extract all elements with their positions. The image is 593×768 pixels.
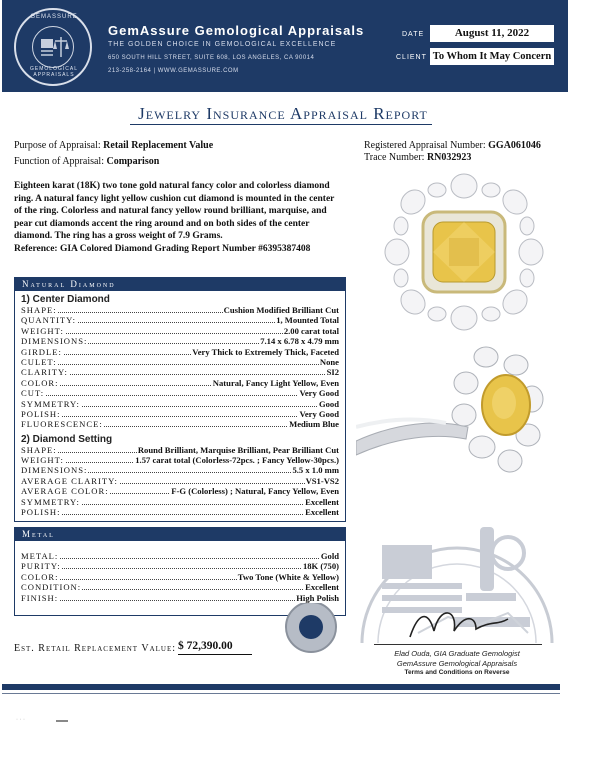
spec-key: DIMENSIONS: xyxy=(21,336,88,347)
company-address: 650 SOUTH HILL STREET, SUITE 608, LOS ANGELES, CA 90014 xyxy=(108,55,315,61)
footer-band xyxy=(2,684,560,690)
function-line xyxy=(14,156,159,167)
spec-key: COLOR: xyxy=(21,377,59,388)
spec-row xyxy=(15,419,345,429)
spec-row xyxy=(15,347,345,357)
scan-tick xyxy=(56,720,68,722)
spec-row xyxy=(15,455,345,465)
spec-value: Excellent xyxy=(305,507,339,518)
client-label: CLIENT xyxy=(396,54,427,61)
scan-mark: · · · xyxy=(16,717,25,723)
leader-dots xyxy=(21,558,339,559)
watermark-seal-graphic xyxy=(358,513,556,643)
appraiser-company: GemAssure Gemological Appraisals xyxy=(396,659,518,668)
letterhead-banner xyxy=(2,0,568,92)
trace-label: Trace Number: xyxy=(364,152,425,163)
metal-heading: Metal xyxy=(15,528,345,541)
spec-key: CULET: xyxy=(21,356,57,367)
appraiser-name: Elad Ouda, GIA Graduate Gemologist xyxy=(394,649,520,658)
spec-value: Very Good xyxy=(299,408,339,419)
small-seal-center xyxy=(299,615,323,639)
spec-key: WEIGHT: xyxy=(21,455,64,466)
spec-row xyxy=(15,326,345,336)
spec-value: Round Brilliant, Marquise Brilliant, Pear Brilliant Cut xyxy=(137,444,339,455)
spec-key: DIMENSIONS: xyxy=(21,465,88,476)
spec-key: FINISH: xyxy=(21,592,59,603)
spec-row xyxy=(15,561,345,571)
spec-value: Very Thick to Extremely Thick, Faceted xyxy=(192,346,339,357)
spec-key: POLISH: xyxy=(21,408,61,419)
estimate-label: Est. Retail Replacement Value: xyxy=(14,643,177,654)
description-text: Eighteen karat (18K) two tone gold natural fancy color and colorless diamond ring. A natural fancy light yellow cushion cut diamond is mounted in the center of the ring. Colorless and natural fancy yellow round brilliant, marquise, and pear cut diamonds accent the ring around and on both sides of the center diamond. The ring has a gross weight of 7.9 Grams. xyxy=(14,181,335,241)
spec-value: SI2 xyxy=(326,367,339,378)
seal-emblem xyxy=(32,26,74,68)
company-contact: 213-258-2164 | WWW.GEMASSURE.COM xyxy=(108,68,239,74)
spec-row xyxy=(15,551,345,561)
metal-rows xyxy=(15,551,345,603)
company-tagline: THE GOLDEN CHOICE IN GEMOLOGICAL EXCELLENCE xyxy=(108,41,337,48)
date-value: August 11, 2022 xyxy=(430,25,554,42)
purpose-label: Purpose of Appraisal: xyxy=(14,140,101,151)
spec-key: AVERAGE CLARITY: xyxy=(21,475,118,486)
spec-row xyxy=(15,465,345,475)
spec-value: 5.5 x 1.0 mm xyxy=(292,465,339,476)
natural-diamond-heading: Natural Diamond xyxy=(15,278,345,291)
leader-dots xyxy=(21,514,339,515)
spec-row xyxy=(15,388,345,398)
client-value: To Whom It May Concern xyxy=(430,48,554,65)
spec-value: Very Good xyxy=(299,388,339,399)
spec-row xyxy=(15,305,345,315)
title-divider xyxy=(130,124,432,125)
metal-table xyxy=(14,527,346,616)
spec-key: METAL: xyxy=(21,551,59,561)
spec-key: POLISH: xyxy=(21,507,61,518)
leader-dots xyxy=(21,395,339,396)
spec-row xyxy=(15,336,345,346)
spec-value: VS1-VS2 xyxy=(305,475,339,486)
spec-value: Good xyxy=(318,398,339,409)
spec-row xyxy=(15,357,345,367)
flag-scale-icon xyxy=(33,27,75,69)
spec-row xyxy=(15,572,345,582)
spec-key: QUANTITY: xyxy=(21,315,76,326)
registered-value: GGA061046 xyxy=(488,140,541,151)
diamond-setting-heading: 2) Diamond Setting xyxy=(21,433,113,445)
spec-value: Natural, Fancy Light Yellow, Even xyxy=(212,377,339,388)
function-label: Function of Appraisal: xyxy=(14,156,104,167)
spec-key: FLUORESCENCE: xyxy=(21,419,103,430)
natural-diamond-table xyxy=(14,277,346,522)
spec-value: Medium Blue xyxy=(289,419,339,430)
spec-row xyxy=(15,315,345,325)
spec-value: 1, Mounted Total xyxy=(276,315,339,326)
spec-value: 18K (750) xyxy=(302,561,339,572)
seal-text-bottom: GEMOLOGICAL APPRAISALS xyxy=(30,66,78,78)
seal-text-top: GEMASSURE xyxy=(30,14,78,20)
ring-side-view-photo xyxy=(356,343,554,483)
spec-value: Gold xyxy=(320,551,339,561)
ring-top-view-photo xyxy=(383,172,545,332)
function-value: Comparison xyxy=(106,156,160,167)
report-title: Jewelry Insurance Appraisal Report xyxy=(138,104,428,123)
spec-row xyxy=(15,476,345,486)
spec-key: SYMMETRY: xyxy=(21,496,80,507)
spec-value: 2.00 carat total xyxy=(283,325,339,336)
spec-row xyxy=(15,497,345,507)
spec-row xyxy=(15,367,345,377)
registered-line xyxy=(364,140,541,151)
gemassure-small-seal xyxy=(285,601,337,653)
registered-label: Registered Appraisal Number: xyxy=(364,140,486,151)
spec-value: None xyxy=(319,356,339,367)
estimate-value: $ 72,390.00 xyxy=(178,640,252,655)
diamond-setting-rows xyxy=(15,445,345,518)
spec-row xyxy=(15,399,345,409)
spec-key: CUT: xyxy=(21,388,45,399)
leader-dots xyxy=(21,568,339,569)
spec-key: COLOR: xyxy=(21,571,59,582)
spec-value: F-G (Colorless) ; Natural, Fancy Yellow, Even xyxy=(171,486,339,497)
spec-key: CONDITION: xyxy=(21,582,82,593)
spec-value: Cushion Modified Brilliant Cut xyxy=(223,305,339,315)
company-seal-logo xyxy=(14,8,92,86)
item-description xyxy=(14,180,344,255)
leader-dots xyxy=(21,364,339,365)
trace-line xyxy=(364,152,471,163)
spec-value: High Polish xyxy=(296,592,339,603)
spec-value: 7.14 x 6.78 x 4.79 mm xyxy=(260,336,339,347)
spec-key: AVERAGE COLOR: xyxy=(21,486,109,497)
signature-line xyxy=(374,644,542,645)
center-diamond-rows xyxy=(15,305,345,430)
spec-row xyxy=(15,593,345,603)
spec-key: CLARITY: xyxy=(21,367,68,378)
trace-value: RN032923 xyxy=(426,152,472,163)
purpose-value: Retail Replacement Value xyxy=(103,140,214,151)
spec-value: 1.57 carat total (Colorless-72pcs. ; Fancy Yellow-30pcs.) xyxy=(135,455,339,466)
spec-key: SYMMETRY: xyxy=(21,398,80,409)
footer-rule xyxy=(2,693,560,694)
spec-row xyxy=(15,409,345,419)
spec-value: Two Tone (White & Yellow) xyxy=(237,571,339,582)
spec-row xyxy=(15,445,345,455)
spec-row xyxy=(15,486,345,496)
spec-key: GIRDLE: xyxy=(21,346,62,357)
terms-note: Terms and Conditions on Reverse xyxy=(404,669,510,676)
spec-row xyxy=(15,507,345,517)
spec-key: PURITY: xyxy=(21,561,61,572)
spec-value: Excellent xyxy=(305,582,339,593)
metal-spacer xyxy=(15,541,345,551)
date-label: DATE xyxy=(402,31,425,38)
company-name: GemAssure Gemological Appraisals xyxy=(108,23,365,38)
reference-text: Reference: GIA Colored Diamond Grading Report Number #6395387408 xyxy=(14,243,311,254)
spec-row xyxy=(15,378,345,388)
leader-dots xyxy=(21,416,339,417)
spec-key: SHAPE: xyxy=(21,444,57,455)
spec-key: WEIGHT: xyxy=(21,325,64,336)
leader-dots xyxy=(21,600,339,601)
spec-row xyxy=(15,582,345,592)
spec-key: SHAPE: xyxy=(21,305,57,315)
center-diamond-heading: 1) Center Diamond xyxy=(21,294,110,305)
spec-value: Excellent xyxy=(305,496,339,507)
purpose-line xyxy=(14,140,213,151)
